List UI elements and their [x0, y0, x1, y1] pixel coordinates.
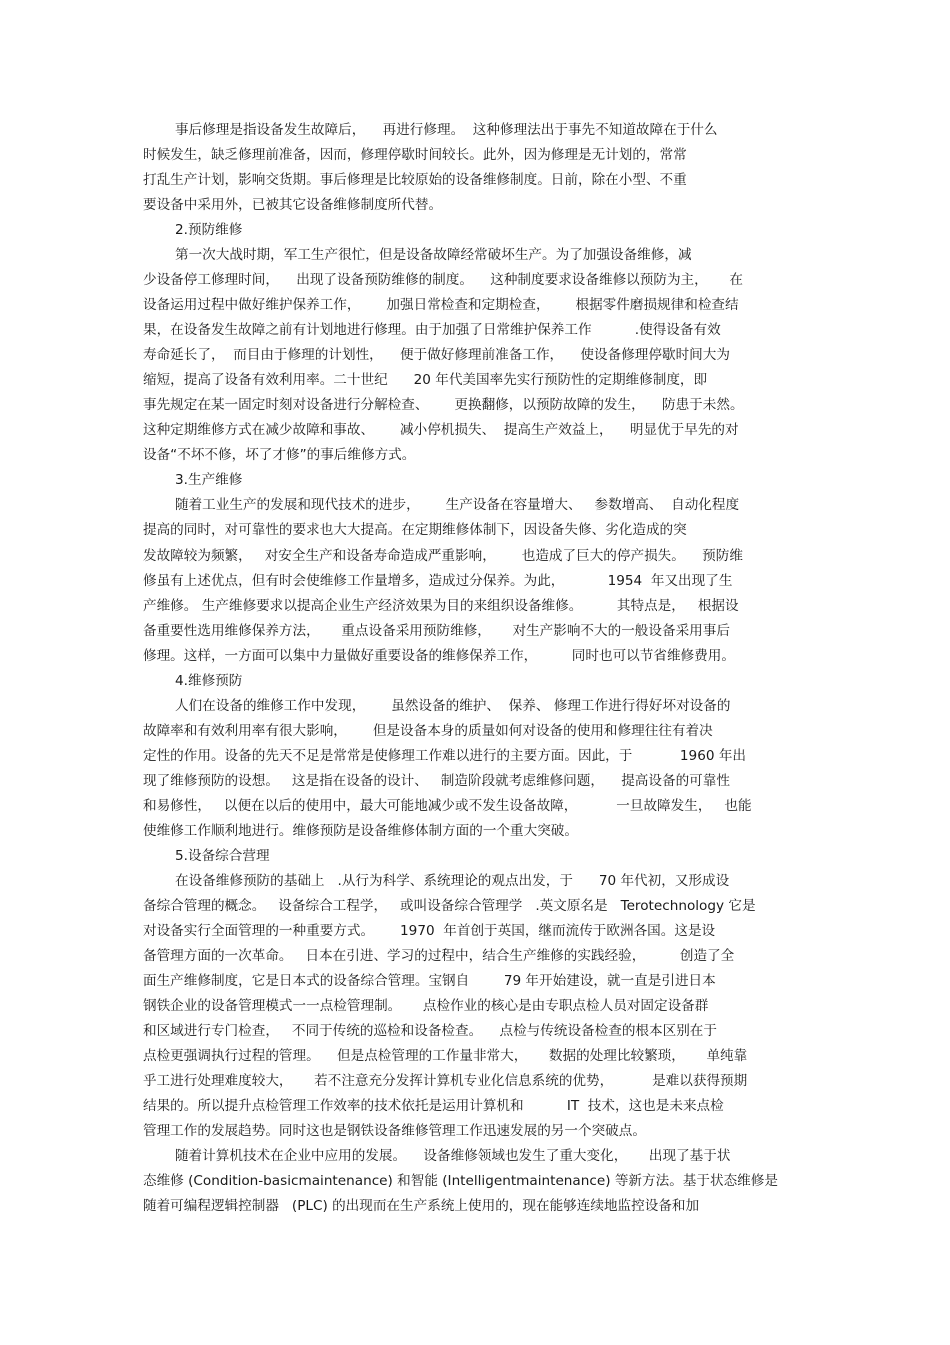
- paragraph-line: 备重要性选用维修保养方法， 重点设备采用预防维修， 对生产影响不大的一般设备采用事后: [143, 623, 730, 639]
- paragraph-line: 设备“不坏不修，坏了才修”的事后维修方式。: [143, 447, 416, 463]
- paragraph-line: 要设备中采用外，已被其它设备维修制度所代替。: [143, 197, 443, 213]
- paragraph-line: 点检更强调执行过程的管理。 但是点检管理的工作量非常大， 数据的处理比较繁琐， 单纯靠: [143, 1048, 748, 1064]
- paragraph-line: 缩短，提高了设备有效利用率。二十世纪 20 年代美国率先实行预防性的定期维修制度，即: [143, 372, 708, 388]
- paragraph-line: 钢铁企业的设备管理模式一一点检管理制。 点检作业的核心是由专职点检人员对固定设备群: [143, 998, 709, 1014]
- paragraph-line: 故障率和有效利用率有很大影响， 但是设备本身的质量如何对设备的使用和修理往往有着决: [143, 723, 713, 739]
- paragraph-line: 随着计算机技术在企业中应用的发展。 设备维修领域也发生了重大变化， 出现了基于状: [175, 1148, 731, 1164]
- paragraph-line: 现了维修预防的设想。 这是指在设备的设计、 制造阶段就考虑维修问题， 提高设备的可靠性: [143, 773, 730, 789]
- paragraph-line: 随着工业生产的发展和现代技术的进步， 生产设备在容量增大、 参数增高、 自动化程度: [175, 497, 740, 513]
- paragraph-line: 事先规定在某一固定时刻对设备进行分解检查、 更换翻修，以预防故障的发生， 防患于未然。: [143, 397, 744, 413]
- paragraph-line: 乎工进行处理难度较大， 若不注意充分发挥计算机专业化信息系统的优势， 是难以获得预期: [143, 1073, 748, 1089]
- paragraph-line: 时候发生，缺乏修理前准备，因而，修理停歇时间较长。此外，因为修理是无计划的，常常: [143, 147, 687, 163]
- paragraph-line: 果，在设备发生故障之前有计划地进行修理。由于加强了日常维护保养工作 .使得设备有效: [143, 322, 721, 338]
- section-heading: 2.预防维修: [175, 222, 243, 238]
- paragraph-line: 产维修。 生产维修要求以提高企业生产经济效果为目的来组织设备维修。 其特点是， 根据设: [143, 598, 739, 614]
- paragraph-line: 修虽有上述优点，但有时会使维修工作量增多，造成过分保养。为此， 1954 年又出现了生: [143, 573, 733, 589]
- paragraph-line: 寿命延长了， 而目由于修理的计划性， 便于做好修理前准备工作， 使设备修理停歇时间大为: [143, 347, 730, 363]
- paragraph-line: 态维修 (Condition-basicmaintenance) 和智能 (Intelligentmaintenance) 等新方法。基于状态维修是: [143, 1173, 778, 1189]
- paragraph-line: 人们在设备的维修工作中发现， 虽然设备的维护、 保养、 修理工作进行得好坏对设备的: [175, 698, 731, 714]
- paragraph-line: 第一次大战时期，军工生产很忙，但是设备故障经常破坏生产。为了加强设备维修，减: [175, 247, 692, 263]
- paragraph-line: 设备运用过程中做好维护保养工作， 加强日常检查和定期检查， 根据零件磨损规律和检查结: [143, 297, 739, 313]
- paragraph-line: 结果的。所以提升点检管理工作效率的技术依托是运用计算机和 IT 技术，这也是未来点检: [143, 1098, 724, 1114]
- paragraph-line: 备综合管理的概念。 设备综合工程学， 或叫设备综合管理学 .英文原名是 Terotechnology 它是: [143, 898, 756, 914]
- paragraph-line: 定性的作用。设备的先天不足是常常是使修理工作难以进行的主要方面。因此，于 1960 年出: [143, 748, 747, 764]
- paragraph-line: 提高的同时，对可靠性的要求也大大提高。在定期维修体制下，因设备失修、劣化造成的突: [143, 522, 687, 538]
- paragraph-line: 少设备停工修理时间， 出现了设备预防维修的制度。 这种制度要求设备维修以预防为主， 在: [143, 272, 743, 288]
- paragraph-line: 事后修理是指设备发生故障后， 再进行修理。 这种修理法出于事先不知道故障在于什么: [175, 122, 718, 138]
- section-heading: 3.生产维修: [175, 472, 243, 488]
- paragraph-line: 这种定期维修方式在减少故障和事故、 减小停机损失、 提高生产效益上， 明显优于早先的对: [143, 422, 739, 438]
- paragraph-line: 在设备维修预防的基础上 .从行为科学、系统理论的观点出发，于 70 年代初，又形成设: [175, 873, 730, 889]
- section-heading: 4.维修预防: [175, 673, 243, 689]
- paragraph-line: 使维修工作顺利地进行。维修预防是设备维修体制方面的一个重大突破。: [143, 823, 578, 839]
- paragraph-line: 打乱生产计划，影响交货期。事后修理是比较原始的设备维修制度。日前，除在小型、不重: [143, 172, 687, 188]
- paragraph-line: 修理。这样，一方面可以集中力量做好重要设备的维修保养工作， 同时也可以节省维修费用。: [143, 648, 735, 664]
- paragraph-line: 面生产维修制度，它是日本式的设备综合管理。宝钢自 79 年开始建设，就一直是引进日本: [143, 973, 716, 989]
- paragraph-line: 对设备实行全面管理的一种重要方式。 1970 年首创于英国，继而流传于欧洲各国。这是设: [143, 923, 716, 939]
- paragraph-line: 随着可编程逻辑控制器 (PLC) 的出现而在生产系统上使用的，现在能够连续地监控设备和加: [143, 1198, 700, 1214]
- paragraph-line: 备管理方面的一次革命。 日本在引进、学习的过程中，结合生产维修的实践经验， 创造了全: [143, 948, 735, 964]
- section-heading: 5.设备综合营理: [175, 848, 270, 864]
- paragraph-line: 和区域进行专门检查， 不同于传统的巡检和设备检查。 点检与传统设备检查的根本区别在于: [143, 1023, 717, 1039]
- paragraph-line: 管理工作的发展趋势。同时这也是钢铁设备维修管理工作迅速发展的另一个突破点。: [143, 1123, 646, 1139]
- paragraph-line: 和易修性， 以便在以后的使用中，最大可能地减少或不发生设备故障， 一旦故障发生， 也能: [143, 798, 752, 814]
- paragraph-line: 发故障较为频繁， 对安全生产和设备寿命造成严重影响， 也造成了巨大的停产损失。 预防维: [143, 548, 743, 564]
